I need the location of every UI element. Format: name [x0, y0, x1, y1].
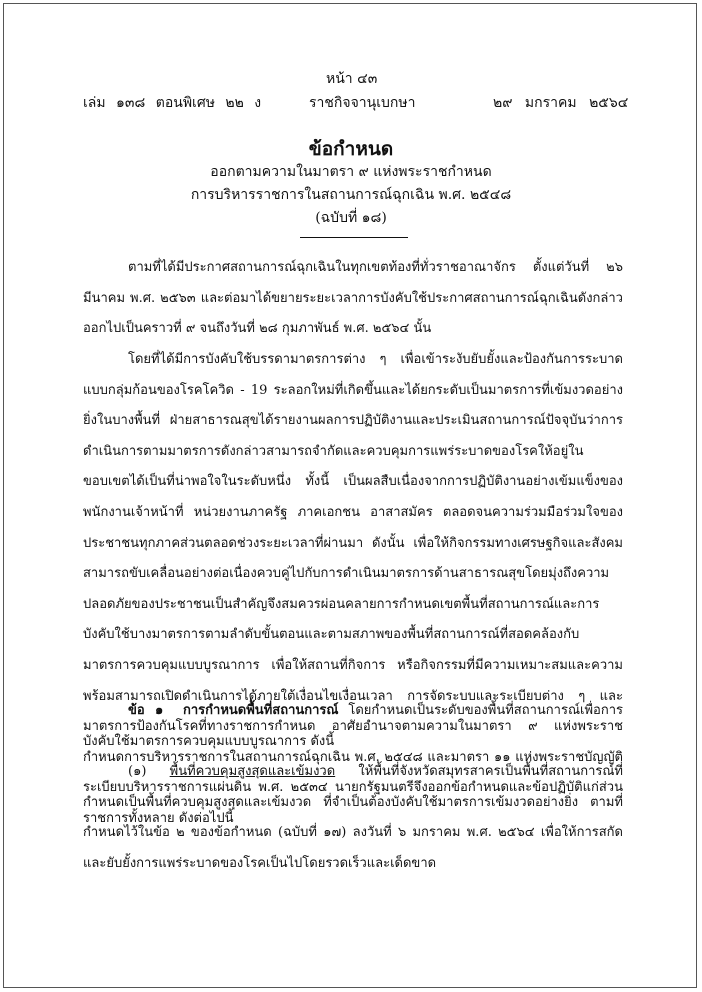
gazette-name: ราชกิจจานุเบกษา — [309, 95, 416, 111]
volume-info: เล่ม ๑๓๘ ตอนพิเศษ ๒๒ ง — [83, 95, 262, 111]
clause-1-label: ข้อ ๑ — [128, 703, 164, 718]
subtitle-line-1: ออกตามความในมาตรา ๙ แห่งพระราชกำหนด — [210, 164, 492, 180]
clause-1 — [83, 696, 623, 757]
clause-1-text: โดยกำหนดเป็นระดับของพื้นที่สถานการณ์เพื่อการบังคับใช้มาตรการควบคุมแบบบูรณาการ ดังนี้ — [83, 703, 623, 749]
item-text: ให้พื้นที่จังหวัดสมุทรสาครเป็นพื้นที่สถานการณ์ที่กำหนดเป็นพื้นที่ควบคุมสูงสุดและเข้มงวด ที่จำเป็นต้องบังคับใช้มาตรการเข้มงวดอย่างยิ่ง ตามที่กำหนดไว้ในข้อ ๒ ของข้อกำหนด (ฉบับที่ ๑๗) ลงวันที่ ๖ มกราคม พ.ศ. ๒๕๖๔ เพื่อให้การสกัดและยับยั้งการแพร่ระบาดของโรคเป็นไปโดยรวดเร็วและเด็ดขาด — [83, 764, 623, 871]
gazette-date: ๒๙ มกราคม ๒๕๖๔ — [493, 95, 629, 111]
subtitle-line-2: การบริหารราชการในสถานการณ์ฉุกเฉิน พ.ศ. ๒๕๔๘ — [190, 187, 512, 203]
paragraph-rationale: โดยที่ได้มีการบังคับใช้บรรดามาตรการต่าง ๆ เพื่อเข้าระงับยับยั้งและป้องกันการระบาดแบบกลุ่มก้อนของโรคโควิด - 19 ระลอกใหม่ที่เกิดขึ้นและได้ยกระดับเป็นมาตรการที่เข้มงวดอย่างยิ่งในบางพื้นที่ ฝ่ายสาธารณสุขได้รายงานผลการปฏิบัติงานและประเมินสถานการณ์ปัจจุบันว่าการดำเนินการตามมาตรการดังกล่าวสามารถจำกัดและควบคุมการแพร่ระบาดของโรคให้อยู่ในขอบเขตได้เป็นที่น่าพอใจในระดับหนึ่ง ทั้งนี้ เป็นผลสืบเนื่องจากการปฏิบัติงานอย่างเข้มแข็งของพนักงานเจ้าหน้าที่ หน่วยงานภาครัฐ ภาคเอกชน อาสาสมัคร ตลอดจนความร่วมมือร่วมใจของประชาชนทุกภาคส่วนตลอดช่วงระยะเวลาที่ผ่านมา ดังนั้น เพื่อให้กิจกรรมทางเศรษฐกิจและสังคมสามารถขับเคลื่อนอย่างต่อเนื่องควบคู่ไปกับการดำเนินมาตรการด้านสาธารณสุขโดยมุ่งถึงความปลอดภัยของประชาชนเป็นสำคัญจึงสมควรผ่อนคลายการกำหนดเขตพื้นที่สถานการณ์และการบังคับใช้บางมาตรการตามลำดับขั้นตอนและตามสภาพของพื้นที่สถานการณ์ที่สอดคล้องกับมาตรการควบคุมแบบบูรณาการ เพื่อให้สถานที่กิจการ หรือกิจกรรมที่มีความเหมาะสมและความพร้อมสามารถเปิดดำเนินการได้ภายใต้เงื่อนไขเงื่อนเวลา การจัดระบบและระเบียบต่าง ๆ และมาตรการป้องกันโรคที่ทางราชการกำหนด อาศัยอำนาจตามความในมาตรา ๙ แห่งพระราชกำหนดการบริหารราชการในสถานการณ์ฉุกเฉิน พ.ศ. ๒๕๔๘ และมาตรา ๑๑ แห่งพระราชบัญญัติระเบียบบริหารราชการแผ่นดิน พ.ศ. ๒๕๓๔ นายกรัฐมนตรีจึงออกข้อกำหนดและข้อปฏิบัติแก่ส่วนราชการทั้งหลาย ดังต่อไปนี้ — [83, 352, 623, 826]
clause-1-heading: การกำหนดพื้นที่สถานการณ์ — [183, 703, 339, 718]
paragraph-preamble: ตามที่ได้มีประกาศสถานการณ์ฉุกเฉินในทุกเขตท้องที่ทั่วราชอาณาจักร ตั้งแต่วันที่ ๒๖ มีนาคม พ.ศ. ๒๕๖๓ และต่อมาได้ขยายระยะเวลาการบังคับใช้ประกาศสถานการณ์ฉุกเฉินดังกล่าวออกไปเป็นคราวที่ ๙ จนถึงวันที่ ๒๘ กุมภาพันธ์ พ.ศ. ๒๕๖๔ นั้น — [83, 260, 623, 337]
subtitle-line-3: (ฉบับที่ ๑๘) — [315, 210, 387, 226]
page-number: หน้า ๔๓ — [326, 71, 378, 87]
item-heading: พื้นที่ควบคุมสูงสุดและเข้มงวด — [169, 764, 336, 779]
title-rule — [300, 237, 408, 238]
document-title: ข้อกำหนด — [308, 138, 394, 160]
clause-1-item-1 — [83, 757, 623, 879]
item-number: (๑) — [128, 764, 147, 779]
